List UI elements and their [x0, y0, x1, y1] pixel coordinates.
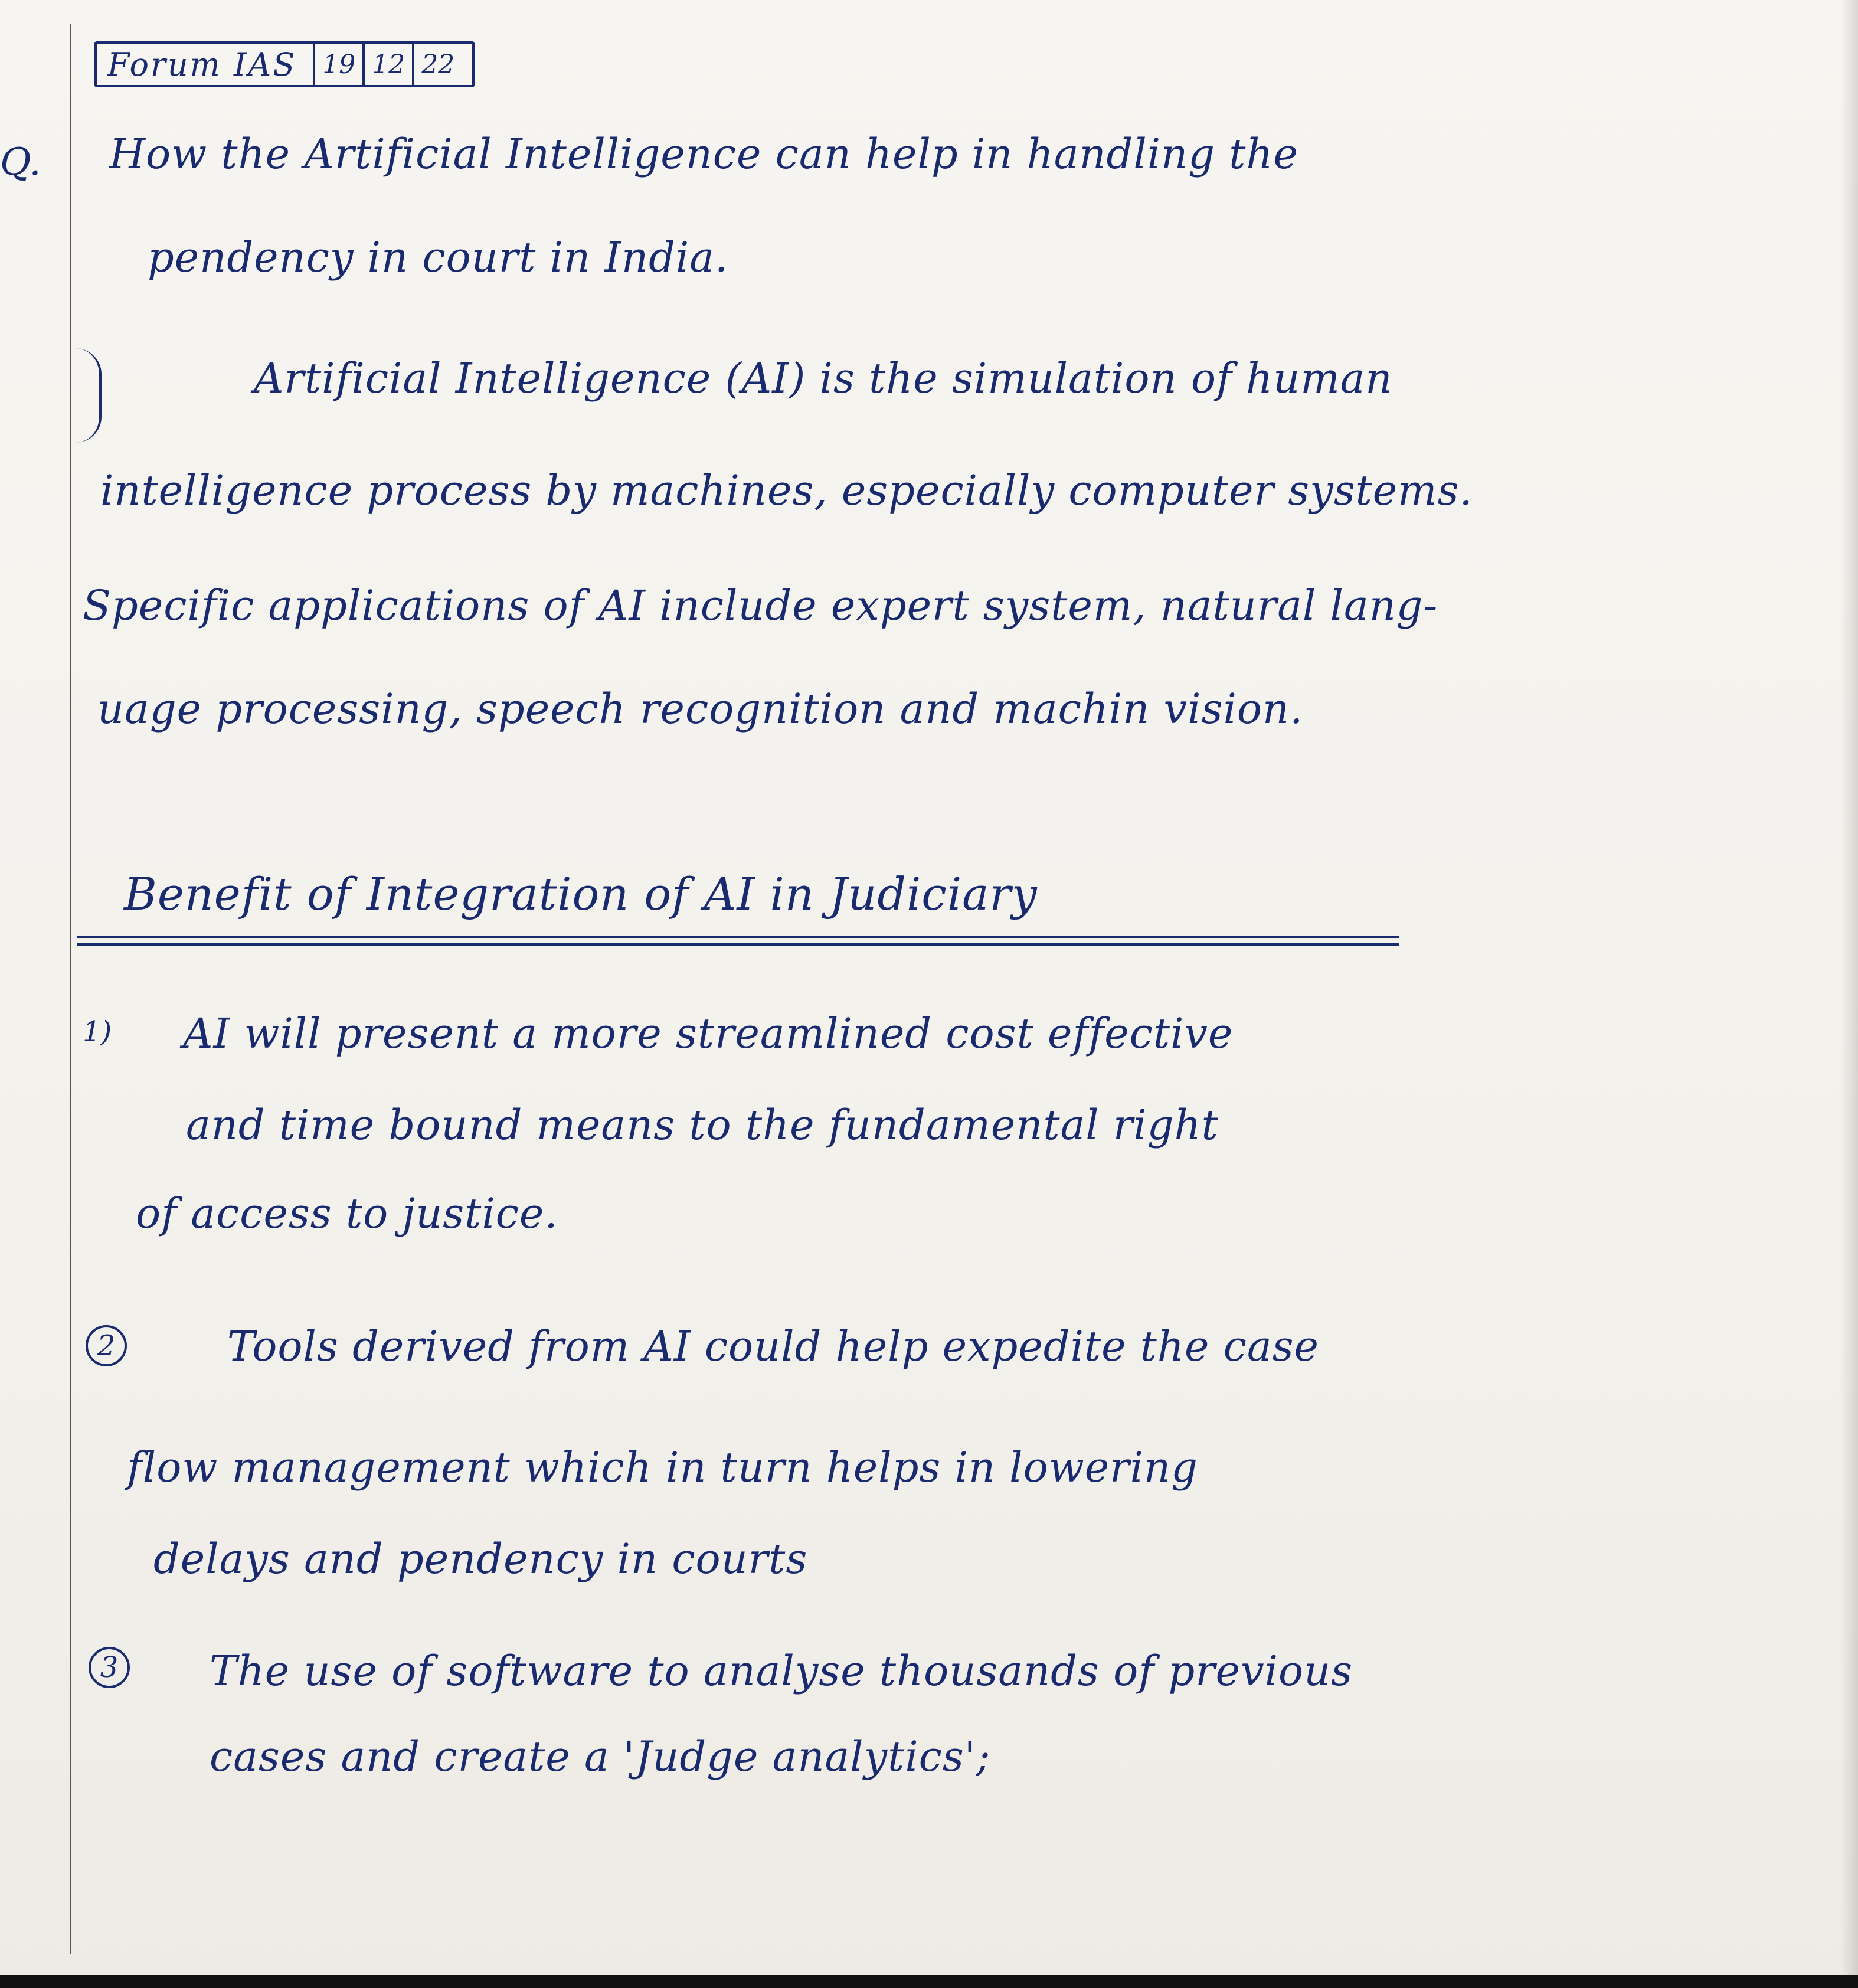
point-3-line-1: The use of software to analyse thousands of previous: [210, 1647, 1353, 1695]
point-1-line-2: and time bound means to the fundamental right: [186, 1101, 1219, 1149]
header-box: [94, 41, 475, 87]
point-1-line-3: of access to justice.: [136, 1189, 558, 1238]
question-marker: Q.: [0, 140, 41, 184]
question-line-2: pendency in court in India.: [148, 233, 729, 282]
point-3-line-2: cases and create a 'Judge analytics';: [210, 1732, 991, 1781]
intro-line-4: uage processing, speech recognition and machin vision.: [97, 685, 1304, 733]
heading-underline-1: [77, 936, 1399, 938]
question-line-1: How the Artificial Intelligence can help in handling the: [109, 130, 1298, 178]
margin-bracket: [76, 348, 102, 443]
intro-line-1: Artificial Intelligence (AI) is the simulation of human: [254, 354, 1393, 403]
header-label: Forum IAS: [107, 45, 297, 83]
point-1-line-1: AI will present a more streamlined cost effective: [183, 1009, 1234, 1058]
point-2-number-text: 2: [97, 1329, 116, 1362]
point-2-line-3: delays and pendency in courts: [153, 1535, 808, 1583]
page-edge-shadow: [1840, 0, 1858, 1988]
point-2-line-1: Tools derived from AI could help expedite the case: [227, 1322, 1319, 1371]
date-month: 12: [362, 44, 412, 85]
point-2-line-2: flow management which in turn helps in lowering: [127, 1443, 1198, 1492]
point-2-number: [86, 1325, 127, 1366]
point-1-number: 1): [83, 1015, 112, 1048]
section-heading: Benefit of Integration of AI in Judiciary: [124, 868, 1038, 920]
point-3-number: [89, 1647, 130, 1688]
date-day: 19: [313, 44, 362, 85]
photo-bottom-edge: [0, 1975, 1858, 1988]
intro-line-3: Specific applications of AI include expert system, natural lang-: [83, 581, 1438, 630]
heading-underline-2: [77, 943, 1399, 946]
date-year: 22: [412, 44, 462, 85]
point-3-number-text: 3: [100, 1651, 119, 1684]
intro-line-2: intelligence process by machines, especially computer systems.: [100, 466, 1473, 515]
margin-line: [70, 24, 71, 1954]
